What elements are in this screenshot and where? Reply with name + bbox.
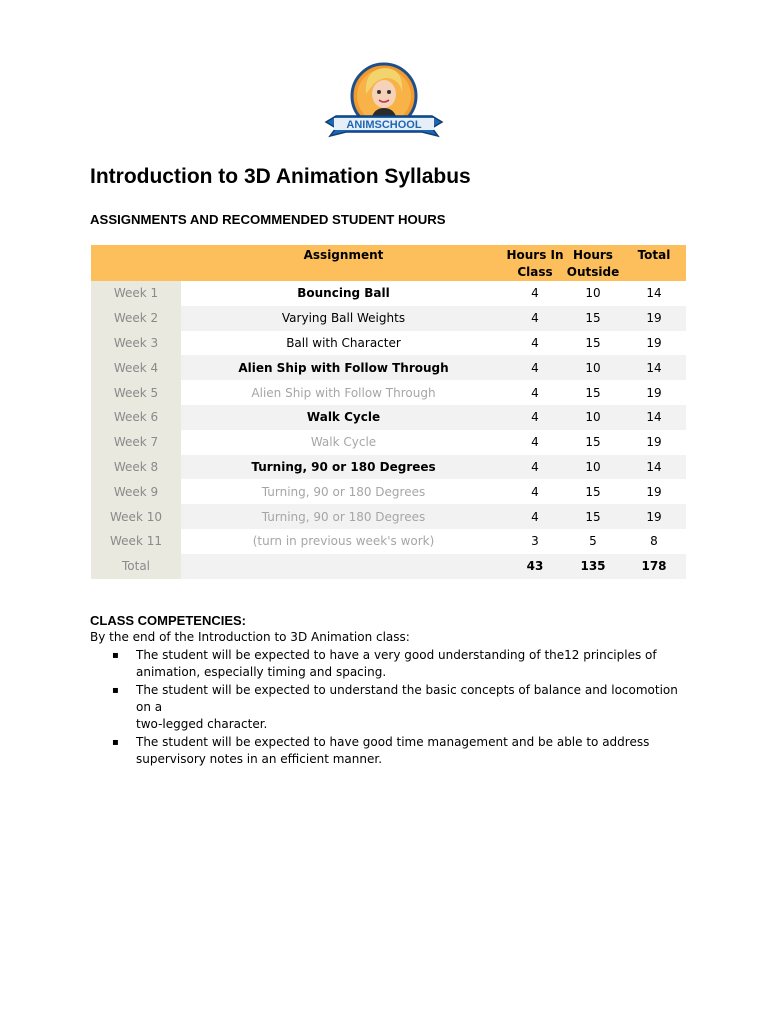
- hours-in-class-cell: 4: [506, 504, 564, 529]
- week-cell: Week 2: [91, 306, 181, 331]
- assignment-cell: Alien Ship with Follow Through: [251, 385, 436, 400]
- hours-outside-cell: 15: [585, 385, 601, 400]
- list-item-line: animation, especially timing and spacing.: [136, 665, 387, 680]
- table-row: [91, 405, 686, 430]
- table-row: [91, 430, 686, 455]
- total-cell: 19: [646, 335, 662, 350]
- hours-in-class-cell: 3: [531, 534, 539, 549]
- competencies-heading: CLASS COMPETENCIES:: [90, 613, 247, 628]
- assignment-cell: Turning, 90 or 180 Degrees: [181, 455, 506, 480]
- list-item-line: supervisory notes in an efficient manner.: [136, 752, 383, 767]
- total-cell: 19: [646, 385, 662, 400]
- total-cell: 19: [646, 484, 662, 499]
- table-row: [91, 380, 686, 405]
- hours-in-class-cell: 4: [531, 286, 539, 301]
- competencies-intro: By the end of the Introduction to 3D Animation class:: [90, 630, 410, 645]
- assignment-cell: Alien Ship with Follow Through: [181, 355, 506, 380]
- hours-in-class-cell: 4: [531, 484, 539, 499]
- assignment-cell: Ball with Character: [286, 335, 401, 350]
- table-row: [91, 355, 686, 380]
- page-title: Introduction to 3D Animation Syllabus: [90, 165, 471, 188]
- total-cell: 14: [622, 405, 686, 430]
- list-item: [90, 682, 690, 734]
- week-cell: Week 1: [91, 281, 181, 306]
- total-cell: 19: [646, 435, 662, 450]
- hours-outside-cell: 15: [564, 504, 622, 529]
- list-item-line: The student will be expected to understand the basic concepts of balance and locomotion on a: [136, 682, 678, 715]
- competencies-list: [90, 647, 690, 769]
- hours-in-class-cell: 4: [506, 455, 564, 480]
- total-cell: 8: [650, 534, 658, 549]
- table-row: [91, 331, 686, 356]
- bullet-icon: ▪: [112, 684, 119, 696]
- total-hours-in-class-cell: 43: [506, 554, 564, 579]
- hours-outside-cell: 15: [585, 435, 601, 450]
- hours-outside-cell: 10: [585, 286, 601, 301]
- header-hours-outside: Hours Outside: [564, 245, 622, 281]
- animschool-logo: [322, 56, 446, 142]
- week-cell: Week 8: [91, 455, 181, 480]
- list-item-line: The student will be expected to have good time management and be able to address: [136, 734, 650, 749]
- total-cell: 19: [622, 306, 686, 331]
- total-cell: 14: [622, 455, 686, 480]
- table-row: [91, 306, 686, 331]
- week-cell: Week 7: [91, 430, 181, 455]
- week-cell: Week 4: [91, 355, 181, 380]
- section-subtitle: ASSIGNMENTS AND RECOMMENDED STUDENT HOURS: [90, 212, 446, 227]
- hours-outside-cell: 10: [564, 355, 622, 380]
- assignment-cell: (turn in previous week's work): [252, 534, 435, 549]
- week-cell: Week 10: [91, 504, 181, 529]
- table-row: [91, 529, 686, 554]
- total-cell: 14: [646, 286, 662, 301]
- assignment-cell: Walk Cycle: [310, 435, 377, 450]
- assignment-cell: Walk Cycle: [181, 405, 506, 430]
- table-row: [91, 504, 686, 529]
- hours-in-class-cell: 4: [506, 306, 564, 331]
- logo-text: ANIMSCHOOL: [346, 119, 422, 131]
- hours-in-class-cell: 4: [531, 435, 539, 450]
- total-hours-outside-cell: 135: [564, 554, 622, 579]
- header-hours-in-class: Hours In Class: [506, 245, 564, 281]
- assignment-cell: Varying Ball Weights: [181, 306, 506, 331]
- total-label-cell: Total: [91, 554, 181, 579]
- header-assignment: Assignment: [181, 245, 506, 281]
- hours-outside-cell: 15: [585, 335, 601, 350]
- week-cell: Week 5: [91, 380, 181, 405]
- table-row: [91, 281, 686, 306]
- total-cell: 14: [622, 355, 686, 380]
- table-row: [91, 455, 686, 480]
- assignment-cell: Bouncing Ball: [297, 286, 390, 301]
- hours-in-class-cell: 4: [506, 355, 564, 380]
- hours-outside-cell: 15: [585, 484, 601, 499]
- hours-outside-cell: 10: [564, 455, 622, 480]
- hours-in-class-cell: 4: [506, 405, 564, 430]
- table-header-row: [91, 245, 686, 281]
- assignment-cell: Turning, 90 or 180 Degrees: [181, 504, 506, 529]
- competencies-section: [90, 612, 690, 769]
- hours-in-class-cell: 4: [531, 335, 539, 350]
- hours-outside-cell: 15: [564, 306, 622, 331]
- list-item: [90, 647, 690, 682]
- table-total-row: [91, 554, 686, 579]
- week-cell: Week 3: [91, 331, 181, 356]
- header-week: [91, 245, 181, 281]
- bullet-icon: ▪: [112, 649, 119, 661]
- bullet-icon: ▪: [112, 736, 119, 748]
- assignment-cell: [181, 554, 506, 579]
- list-item-line: The student will be expected to have a very good understanding of the12 principles of: [136, 647, 657, 662]
- syllabus-table: [91, 245, 686, 579]
- week-cell: Week 6: [91, 405, 181, 430]
- list-item: [90, 734, 690, 769]
- week-cell: Week 11: [91, 529, 181, 554]
- hours-outside-cell: 10: [564, 405, 622, 430]
- total-cell: 19: [622, 504, 686, 529]
- hours-in-class-cell: 4: [531, 385, 539, 400]
- header-total: Total: [622, 245, 686, 281]
- list-item-line: two-legged character.: [136, 717, 268, 732]
- grand-total-cell: 178: [622, 554, 686, 579]
- assignment-cell: Turning, 90 or 180 Degrees: [261, 484, 426, 499]
- hours-outside-cell: 5: [589, 534, 597, 549]
- week-cell: Week 9: [91, 479, 181, 504]
- table-row: [91, 479, 686, 504]
